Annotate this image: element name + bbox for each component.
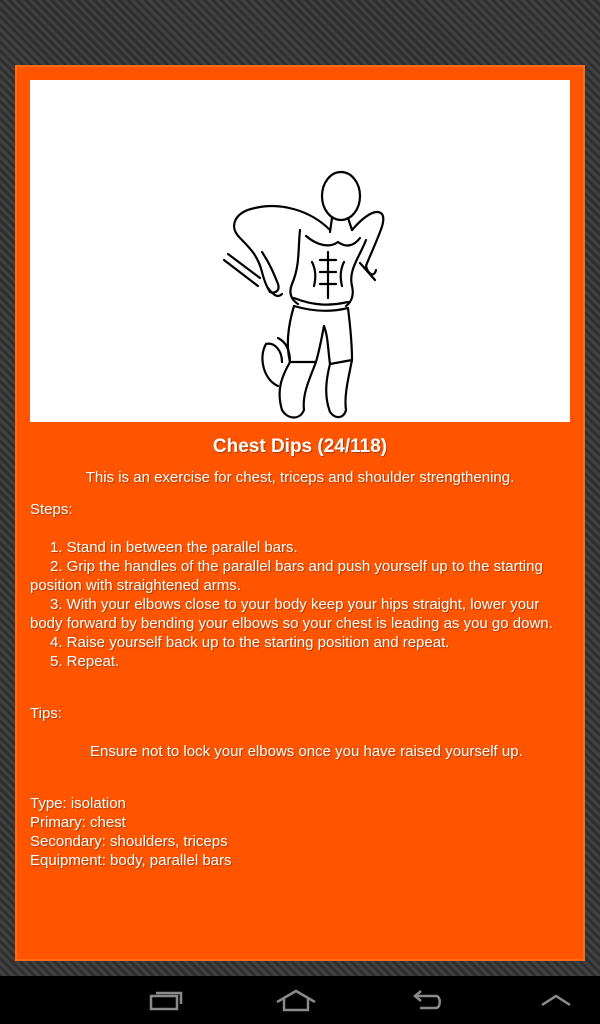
recent-apps-button[interactable]: [136, 976, 196, 1024]
steps-label: Steps:: [30, 501, 73, 518]
steps-list: [30, 538, 570, 671]
tips-label: Tips:: [30, 705, 62, 722]
chest-dips-illustration-icon: [30, 80, 570, 422]
back-button[interactable]: [396, 976, 456, 1024]
exercise-card: [15, 65, 585, 961]
exercise-title: Chest Dips (24/118): [212, 436, 388, 457]
meta-type: Type: isolation: [30, 795, 126, 812]
step-item: 3. With your elbows close to your body keep your hips straight, lower your body forward by bending your elbows so your chest is leading as you go down.: [30, 596, 553, 632]
recent-apps-icon: [148, 989, 184, 1011]
exercise-meta: [30, 794, 570, 870]
exercise-intro: This is an exercise for chest, triceps and shoulder strengthening.: [85, 469, 515, 486]
step-item: 5. Repeat.: [50, 653, 120, 670]
menu-up-icon: [539, 992, 573, 1008]
step-item: 1. Stand in between the parallel bars.: [50, 539, 298, 556]
exercise-details: [30, 432, 570, 870]
tip-text: Ensure not to lock your elbows once you have raised yourself up.: [90, 743, 523, 760]
home-icon: [275, 988, 317, 1012]
exercise-image-panel: [30, 80, 570, 422]
meta-primary: Primary: chest: [30, 814, 126, 831]
menu-up-button[interactable]: [526, 976, 586, 1024]
step-item: 2. Grip the handles of the parallel bars and push yourself up to the starting position with straightened arms.: [30, 558, 543, 594]
home-button[interactable]: [266, 976, 326, 1024]
meta-secondary: Secondary: shoulders, triceps: [30, 833, 228, 850]
meta-equipment: Equipment: body, parallel bars: [30, 852, 232, 869]
system-nav-bar: [0, 976, 600, 1024]
back-icon: [408, 988, 444, 1012]
step-item: 4. Raise yourself back up to the starting position and repeat.: [50, 634, 450, 651]
